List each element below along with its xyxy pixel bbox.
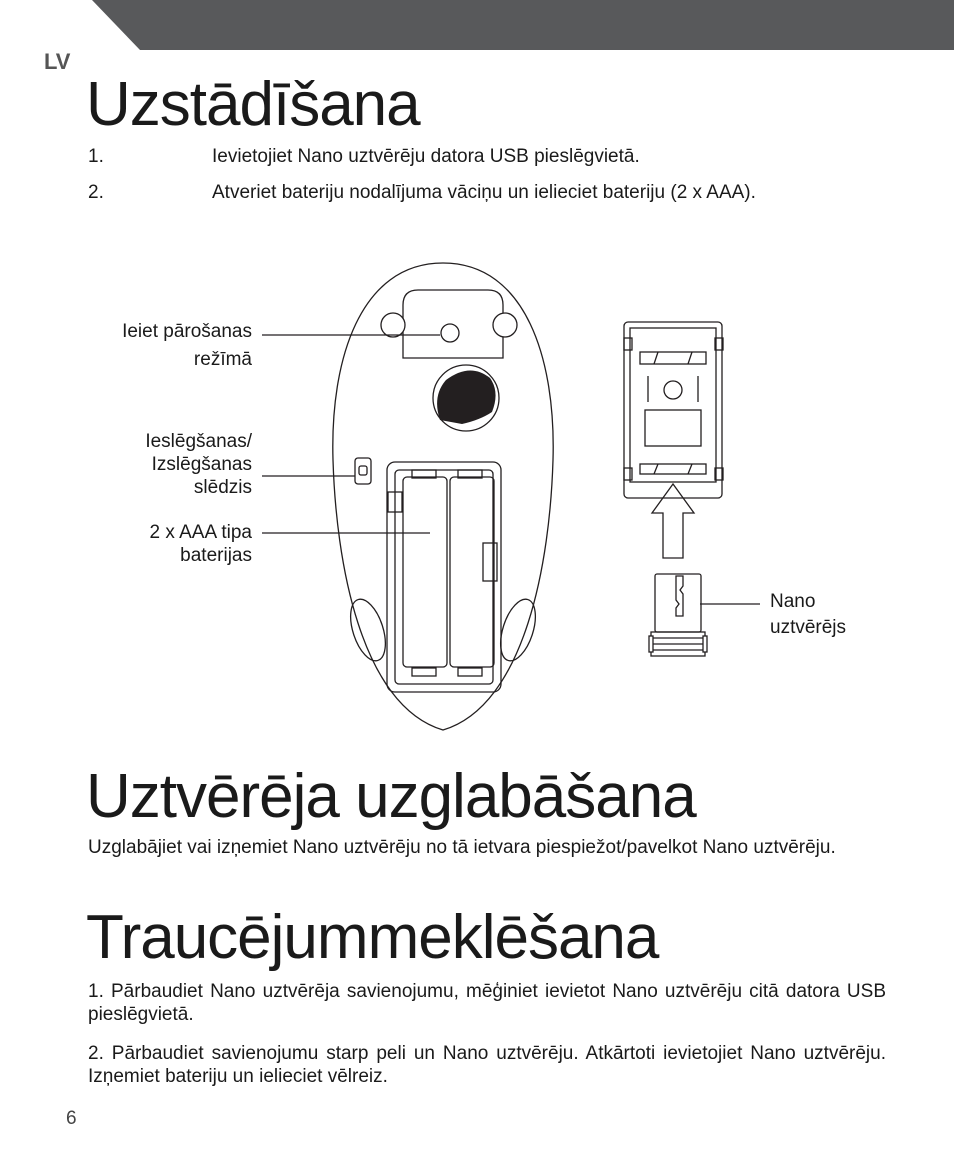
mouse-foot-left <box>344 595 392 665</box>
storage-text: Uzglabājiet vai izņemiet Nano uztvērēju no tā ietvara piespiežot/pavelkot Nano uztvērēju. <box>88 837 836 858</box>
step-2-number: 2. <box>88 182 104 203</box>
storage-title: Uztvērēja uzglabāšana <box>86 762 696 831</box>
label-pairing: Ieiet pārošanas režīmā <box>122 321 252 370</box>
pairing-button-icon <box>441 324 459 342</box>
insert-arrow-icon <box>652 484 694 558</box>
label-nano-receiver: Nano uztvērējs <box>770 591 847 638</box>
power-switch-icon <box>355 458 371 484</box>
pairing-right-knob <box>493 313 517 337</box>
label-power-switch: Ieslēgšanas/ Izslēgšanas slēdzis <box>145 431 252 498</box>
step-1-text: Ievietojiet Nano uztvērēju datora USB pieslēgvietā. <box>212 146 640 167</box>
pairing-left-knob <box>381 313 405 337</box>
label-batteries: 2 x AAA tipa baterijas <box>149 522 252 566</box>
troubleshooting-item-2: 2. Pārbaudiet savienojumu starp peli un Nano uztvērēju. Atkārtoti ievietojiet Nano uztvērēju. Izņemiet bateriju un ielieciet vēlreiz. <box>88 1043 886 1087</box>
troubleshooting-title: Traucējummeklēšana <box>86 903 659 972</box>
battery-left <box>403 477 447 667</box>
page-number: 6 <box>66 1108 77 1129</box>
battery-compartment <box>387 462 501 692</box>
step-2-text: Atveriet bateriju nodalījuma vāciņu un ielieciet bateriju (2 x AAA). <box>212 182 756 203</box>
install-title: Uzstādīšana <box>86 70 420 139</box>
step-1-number: 1. <box>88 146 104 167</box>
troubleshooting-item-1: 1. Pārbaudiet Nano uztvērēja savienojumu, mēģiniet ievietot Nano uztvērēju citā datora USB pieslēgvietā. <box>88 981 886 1025</box>
mouse-body-outline <box>333 263 553 730</box>
language-code: LV <box>44 49 71 74</box>
battery-right <box>450 477 494 667</box>
